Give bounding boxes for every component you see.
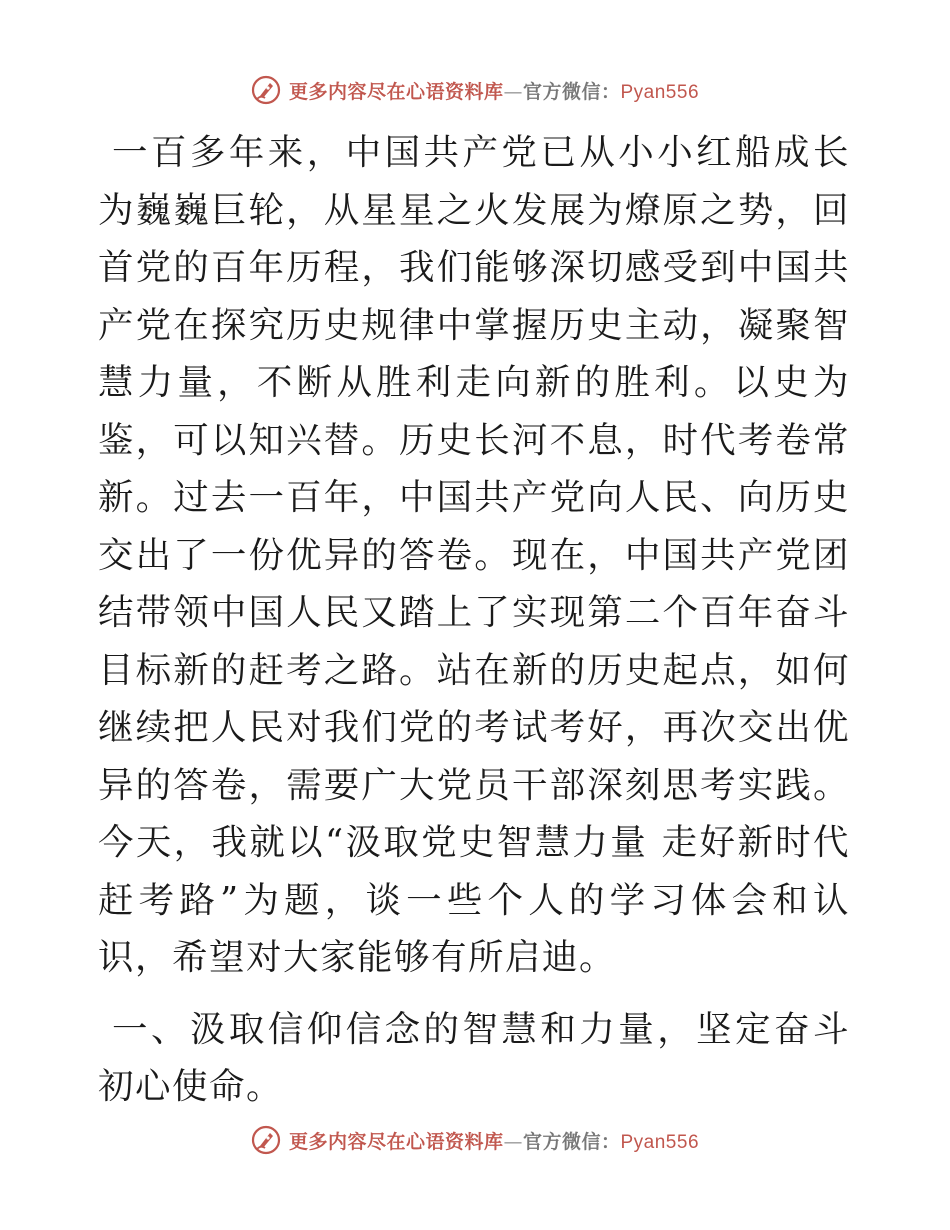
banner-wechat-id: Pyan556: [620, 1131, 700, 1153]
banner-site-name: 更多内容尽在心语资料库: [288, 1130, 504, 1153]
pen-nib-logo-icon: [251, 1125, 281, 1155]
header-banner: [0, 70, 950, 110]
banner-dash: —: [503, 1130, 523, 1153]
banner-text: [289, 1127, 699, 1154]
banner-wechat-label: 官方微信：: [522, 1130, 621, 1153]
banner-site-name: 更多内容尽在心语资料库: [288, 80, 504, 103]
banner-wechat-label: 官方微信：: [522, 80, 621, 103]
banner-dash: —: [503, 80, 523, 103]
pen-nib-logo-icon: [251, 75, 281, 105]
document-body: [98, 124, 850, 1116]
section-heading: 一、汲取信仰信念的智慧和力量，坚定奋斗初心使命。: [98, 1008, 850, 1107]
banner-wechat-id: Pyan556: [620, 81, 700, 103]
body-paragraph: 一百多年来，中国共产党已从小小红船成长为巍巍巨轮，从星星之火发展为燎原之势，回首党的百年历程，我们能够深切感受到中国共产党在探究历史规律中掌握历史主动，凝聚智慧力量，不断从胜利走向新的胜利。以史为鉴，可以知兴替。历史长河不息，时代考卷常新。过去一百年，中国共产党向人民、向历史交出了一份优异的答卷。现在，中国共产党团结带领中国人民又踏上了实现第二个百年奋斗目标新的赶考之路。站在新的历史起点，如何继续把人民对我们党的考试考好，再次交出优异的答卷，需要广大党员干部深刻思考实践。今天，我就以“汲取党史智慧力量 走好新时代赶考路”为题，谈一些个人的学习体会和认识，希望对大家能够有所启迪。: [98, 132, 850, 978]
footer-banner: [0, 1120, 950, 1160]
banner-text: [289, 77, 699, 104]
